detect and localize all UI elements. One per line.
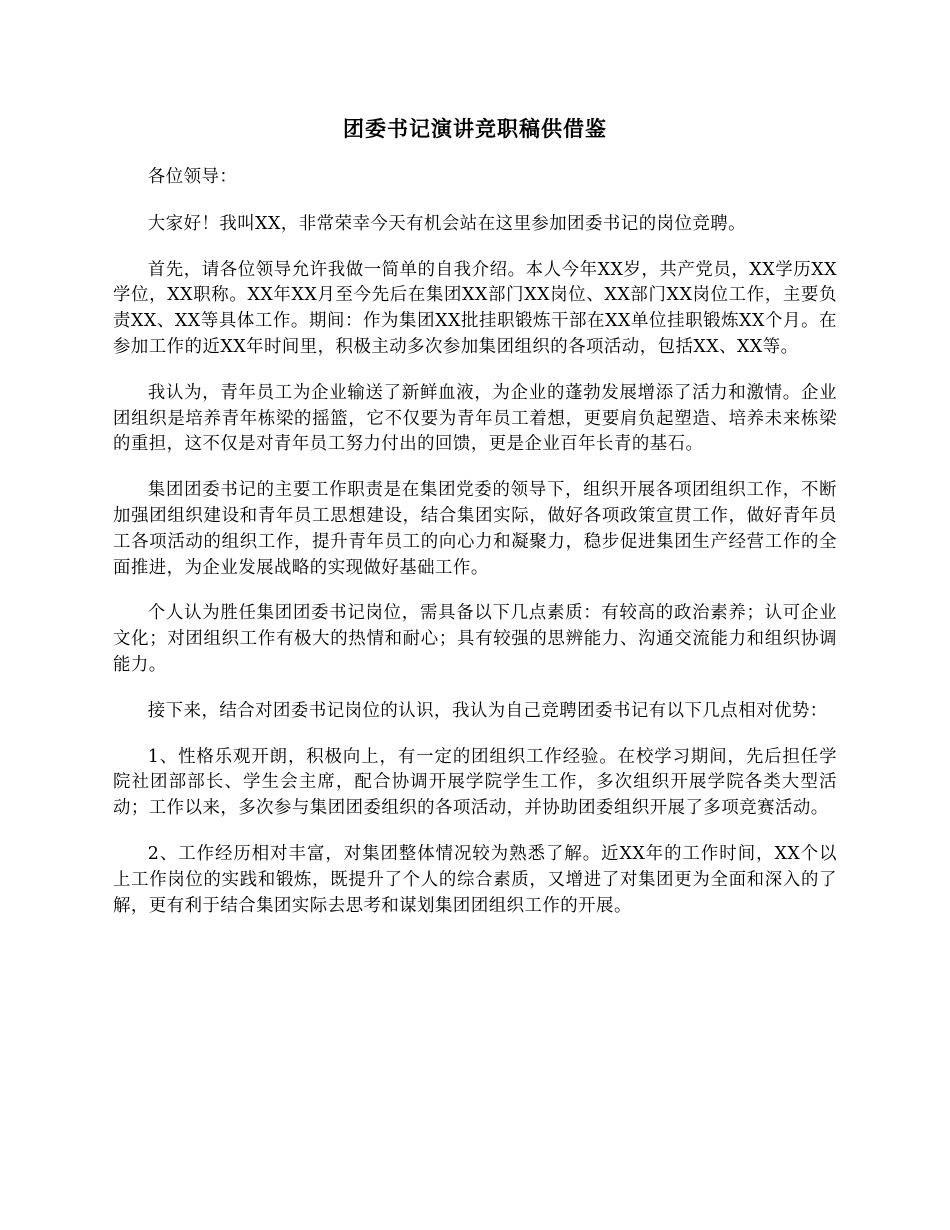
paragraph-advantage-1: 1、性格乐观开朗，积极向上，有一定的团组织工作经验。在校学习期间，先后担任学院社团部部长、学生会主席，配合协调开展学院学生工作，多次组织开展学院各类大型活动；工作以来，多次参与集团团委组织的各项活动，并协助团委组织开展了多项竞赛活动。 — [113, 746, 837, 819]
paragraph-youth-view: 我认为，青年员工为企业输送了新鲜血液，为企业的蓬勃发展增添了活力和激情。企业团组织是培养青年栋梁的摇篮，它不仅要为青年员工着想，更要肩负起塑造、培养未来栋梁的重担，这不仅是对青年员工努力付出的回馈，更是企业百年长青的基石。 — [113, 382, 837, 455]
paragraph-advantage-2: 2、工作经历相对丰富，对集团整体情况较为熟悉了解。近XX年的工作时间，XX个以上工作岗位的实践和锻炼，既提升了个人的综合素质，又增进了对集团更为全面和深入的了解，更有利于结合集团实际去思考和谋划集团团组织工作的开展。 — [113, 843, 837, 916]
paragraph-advantages-intro: 接下来，结合对团委书记岗位的认识，我认为自己竞聘团委书记有以下几点相对优势： — [147, 700, 828, 721]
paragraph-qualities: 个人认为胜任集团团委书记岗位，需具备以下几点素质：有较高的政治素养；认可企业文化；对团组织工作有极大的热情和耐心；具有较强的思辨能力、沟通交流能力和组织协调能力。 — [113, 603, 837, 675]
salutation: 各位领导： — [147, 167, 238, 187]
paragraph-duties: 集团团委书记的主要工作职责是在集团党委的领导下，组织开展各项团组织工作，不断加强团组织建设和青年员工思想建设，结合集团实际，做好各项政策宣贯工作，做好青年员工各项活动的组织工作，提升青年员工的向心力和凝聚力，稳步促进集团生产经营工作的全面推进，为企业发展战略的实现做好基础工作。 — [113, 480, 837, 578]
paragraph-greeting: 大家好！我叫XX，非常荣幸今天有机会站在这里参加团委书记的岗位竞聘。 — [147, 213, 747, 234]
document-title: 团委书记演讲竞职稿供借鉴 — [343, 116, 607, 141]
document-body — [113, 165, 837, 939]
paragraph-self-introduction: 首先，请各位领导允许我做一简单的自我介绍。本人今年XX岁，共产党员，XX学历XX学位，XX职称。XX年XX月至今先后在集团XX部门XX岗位、XX部门XX岗位工作，主要负责XX、XX等具体工作。期间：作为集团XX批挂职锻炼干部在XX单位挂职锻炼XX个月。在参加工作的近XX年时间里，积极主动多次参加集团组织的各项活动，包括XX、XX等。 — [113, 259, 837, 357]
